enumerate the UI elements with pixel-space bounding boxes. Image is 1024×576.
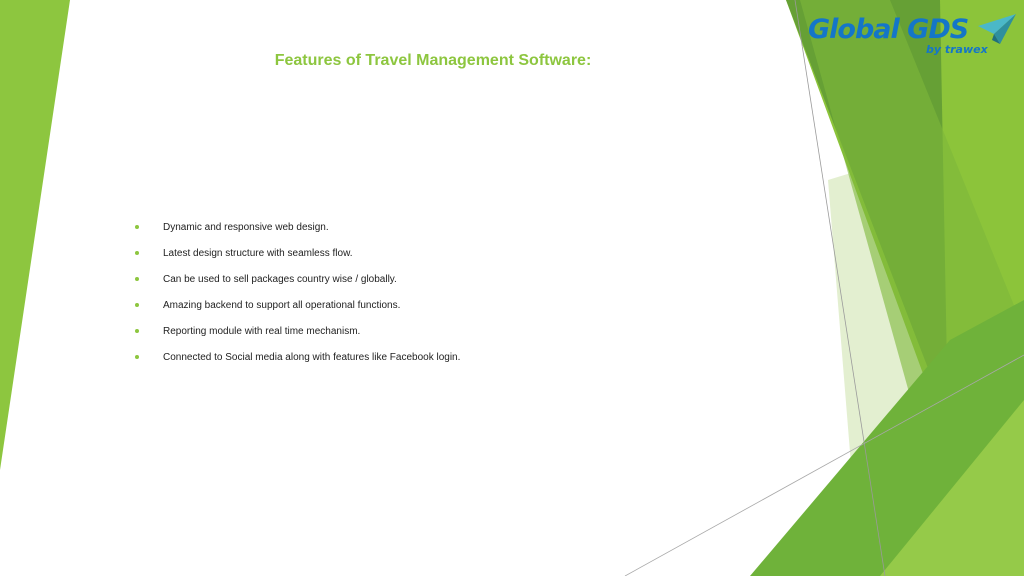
- bullet-text: Can be used to sell packages country wise / globally.: [163, 273, 397, 285]
- bullet-dot-icon: [135, 303, 139, 307]
- list-item: [135, 344, 460, 370]
- list-item: [135, 266, 460, 292]
- paper-plane-icon: [976, 12, 1018, 46]
- bullet-dot-icon: [135, 277, 139, 281]
- bullet-text: Connected to Social media along with features like Facebook login.: [163, 351, 461, 363]
- bullet-text: Amazing backend to support all operational functions.: [163, 299, 401, 311]
- logo-brand-text: Global GDS: [808, 14, 969, 45]
- bullet-text: Latest design structure with seamless flow.: [163, 247, 353, 259]
- bullet-dot-icon: [135, 329, 139, 333]
- bullet-text: Reporting module with real time mechanism.: [163, 325, 361, 337]
- list-item: [135, 240, 460, 266]
- bullet-dot-icon: [135, 225, 139, 229]
- bullet-dot-icon: [135, 251, 139, 255]
- list-item: [135, 292, 460, 318]
- slide-title: Features of Travel Management Software:: [274, 52, 592, 69]
- left-green-wedge: [0, 0, 70, 470]
- bullet-text: Dynamic and responsive web design.: [163, 221, 329, 233]
- list-item: [135, 318, 460, 344]
- bullet-dot-icon: [135, 355, 139, 359]
- logo-tagline: by trawex: [926, 43, 988, 56]
- feature-list: [135, 214, 460, 370]
- list-item: [135, 214, 460, 240]
